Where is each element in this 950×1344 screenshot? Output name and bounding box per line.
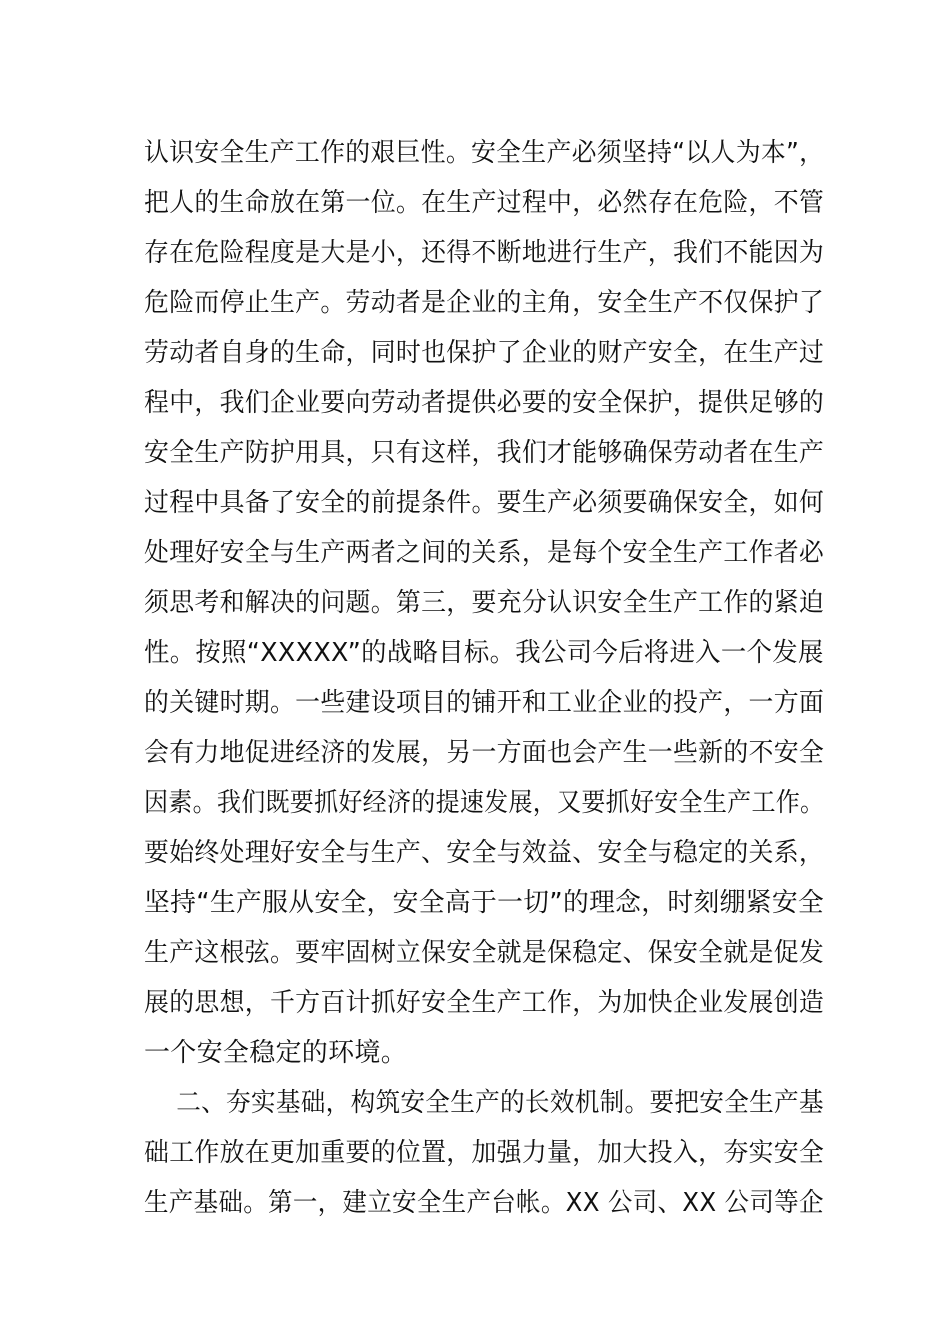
- text-line: 展的思想，千方百计抓好安全生产工作，为加快企业发展创造: [144, 988, 825, 1018]
- text-line: 存在危险程度是大是小，还得不断地进行生产，我们不能因为: [144, 238, 825, 268]
- section-heading-line: 二、夯实基础，构筑安全生产的长效机制。要把安全生产基: [176, 1088, 824, 1118]
- text-line: 生产这根弦。要牢固树立保安全就是保稳定、保安全就是促发: [144, 938, 825, 968]
- text-line: 生产基础。第一，建立安全生产台帐。XX 公司、XX 公司等企: [144, 1188, 824, 1218]
- text-line: 程中，我们企业要向劳动者提供必要的安全保护，提供足够的: [144, 388, 825, 418]
- text-line: 的关键时期。一些建设项目的铺开和工业企业的投产，一方面: [144, 688, 825, 718]
- text-line: 坚持“生产服从安全，安全高于一切”的理念，时刻绷紧安全: [144, 888, 825, 918]
- text-line: 会有力地促进经济的发展，另一方面也会产生一些新的不安全: [144, 738, 825, 768]
- text-line: 性。按照“XXXXX”的战略目标。我公司今后将进入一个发展: [144, 638, 824, 668]
- text-line: 过程中具备了安全的前提条件。要生产必须要确保安全，如何: [144, 488, 825, 518]
- text-line: 要始终处理好安全与生产、安全与效益、安全与稳定的关系，: [144, 838, 825, 868]
- text-line: 危险而停止生产。劳动者是企业的主角，安全生产不仅保护了: [144, 288, 825, 318]
- text-line: 认识安全生产工作的艰巨性。安全生产必须坚持“以人为本”，: [144, 138, 825, 168]
- text-line: 处理好安全与生产两者之间的关系，是每个安全生产工作者必: [144, 538, 825, 568]
- text-line: 安全生产防护用具，只有这样，我们才能够确保劳动者在生产: [144, 438, 825, 468]
- text-line: 因素。我们既要抓好经济的提速发展，又要抓好安全生产工作。: [144, 788, 825, 818]
- text-line: 劳动者自身的生命，同时也保护了企业的财产安全，在生产过: [144, 338, 825, 368]
- text-line: 须思考和解决的问题。第三，要充分认识安全生产工作的紧迫: [144, 588, 825, 618]
- text-line: 础工作放在更加重要的位置，加强力量，加大投入，夯实安全: [144, 1138, 825, 1168]
- body-text: [144, 128, 824, 1228]
- text-line: 一个安全稳定的环境。: [144, 1038, 408, 1068]
- text-line: 把人的生命放在第一位。在生产过程中，必然存在危险，不管: [144, 188, 825, 218]
